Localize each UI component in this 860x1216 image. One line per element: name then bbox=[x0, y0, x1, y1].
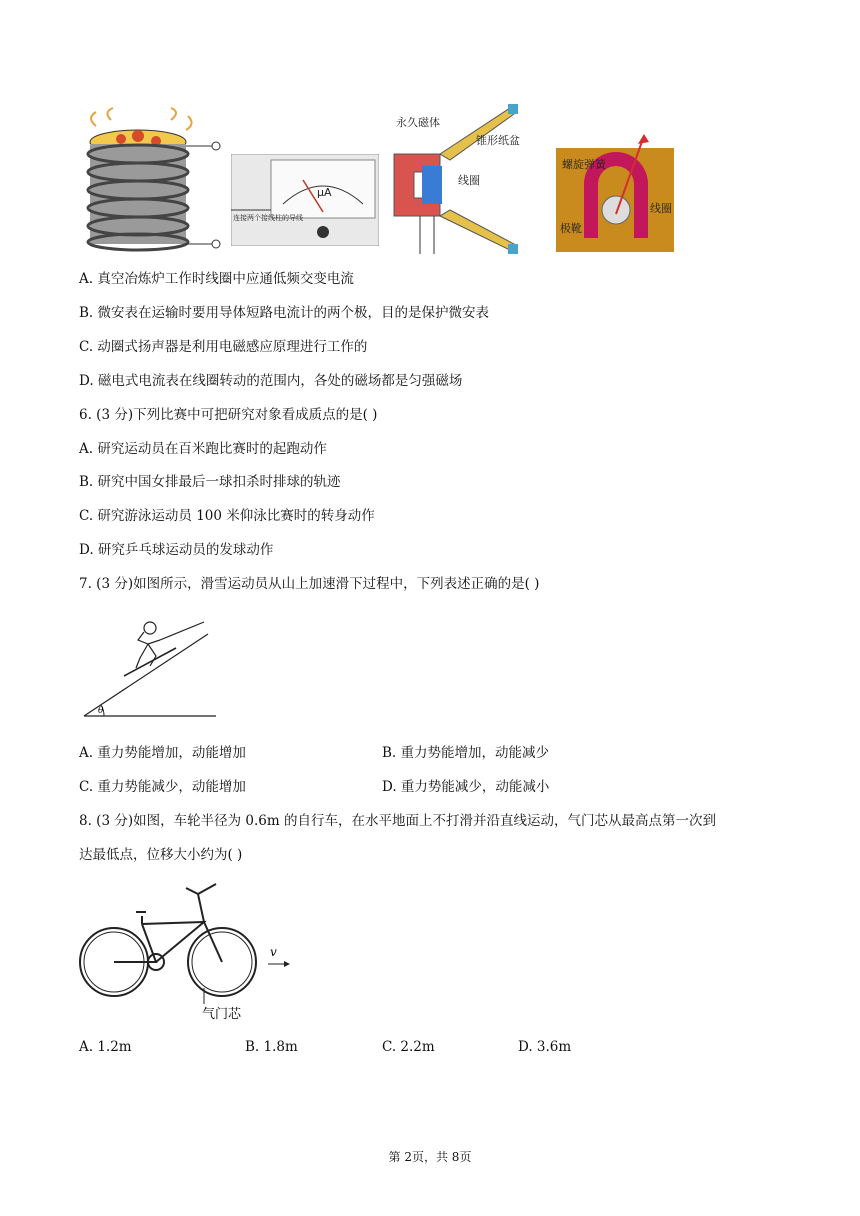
q8-option-a: A. 1.2m bbox=[79, 1039, 132, 1055]
q5-option-a: A. 真空冶炼炉工作时线圈中应通低频交变电流 bbox=[79, 271, 354, 287]
q5-galvanometer-coil-label: 线圈 bbox=[650, 202, 672, 215]
q7-option-a: A. 重力势能增加，动能增加 bbox=[79, 745, 246, 761]
q7-option-b: B. 重力势能增加，动能减少 bbox=[382, 745, 550, 761]
q5-speaker-magnet-label: 永久磁体 bbox=[396, 116, 440, 129]
q7-stem: 7. (3 分)如图所示，滑雪运动员从山上加速滑下过程中，下列表述正确的是( ) bbox=[79, 576, 540, 592]
q8-option-b: B. 1.8m bbox=[245, 1039, 298, 1055]
q8-figure-bicycle bbox=[76, 876, 296, 1024]
q5-figure-microammeter bbox=[231, 154, 379, 246]
q6-option-a: A. 研究运动员在百米跑比赛时的起跑动作 bbox=[79, 441, 327, 457]
q6-option-d: D. 研究乒乓球运动员的发球动作 bbox=[79, 542, 274, 558]
q8-stem-line2: 达最低点，位移大小约为( ) bbox=[79, 847, 243, 863]
q5-figure-speaker bbox=[390, 104, 522, 256]
page-footer: 第 2页，共 8页 bbox=[388, 1150, 472, 1164]
q5-microammeter-caption: 连接两个接线柱的导线 bbox=[233, 214, 303, 222]
q6-option-b: B. 研究中国女排最后一球扣杀时排球的轨迹 bbox=[79, 474, 341, 490]
q5-speaker-coil-label: 线圈 bbox=[458, 174, 480, 187]
q8-option-d: D. 3.6m bbox=[518, 1039, 572, 1055]
q8-option-c: C. 2.2m bbox=[382, 1039, 435, 1055]
q5-option-d: D. 磁电式电流表在线圈转动的范围内，各处的磁场都是匀强磁场 bbox=[79, 373, 463, 389]
q7-figure-skier-slope bbox=[80, 610, 220, 722]
q8-velocity-label: v bbox=[270, 945, 277, 959]
skier-icon bbox=[124, 622, 204, 676]
q6-option-c: C. 研究游泳运动员 100 米仰泳比赛时的转身动作 bbox=[79, 508, 375, 524]
q8-stem-line1: 8. (3 分)如图，车轮半径为 0.6m 的自行车，在水平地面上不打滑并沿直线运动，气门芯从最高点第一次到 bbox=[79, 813, 716, 829]
q5-galvanometer-spring-label: 螺旋弹簧 bbox=[562, 158, 606, 171]
q5-galvanometer-boot-label: 极靴 bbox=[560, 222, 582, 235]
q5-figure-galvanometer bbox=[556, 134, 678, 254]
q7-angle-label: θ bbox=[98, 706, 104, 716]
q7-option-d: D. 重力势能减少，动能减小 bbox=[382, 779, 550, 795]
q5-speaker-cone-label: 锥形纸盆 bbox=[476, 134, 520, 147]
q5-option-b: B. 微安表在运输时要用导体短路电流计的两个极，目的是保护微安表 bbox=[79, 305, 490, 321]
q7-option-c: C. 重力势能减少，动能增加 bbox=[79, 779, 246, 795]
q5-option-c: C. 动圈式扬声器是利用电磁感应原理进行工作的 bbox=[79, 339, 368, 355]
q6-stem: 6. (3 分)下列比赛中可把研究对象看成质点的是( ) bbox=[79, 407, 378, 423]
q5-microammeter-unit: μA bbox=[317, 186, 332, 199]
q8-valve-label: 气门芯 bbox=[202, 1007, 242, 1022]
q5-figure-induction-furnace bbox=[76, 106, 226, 256]
